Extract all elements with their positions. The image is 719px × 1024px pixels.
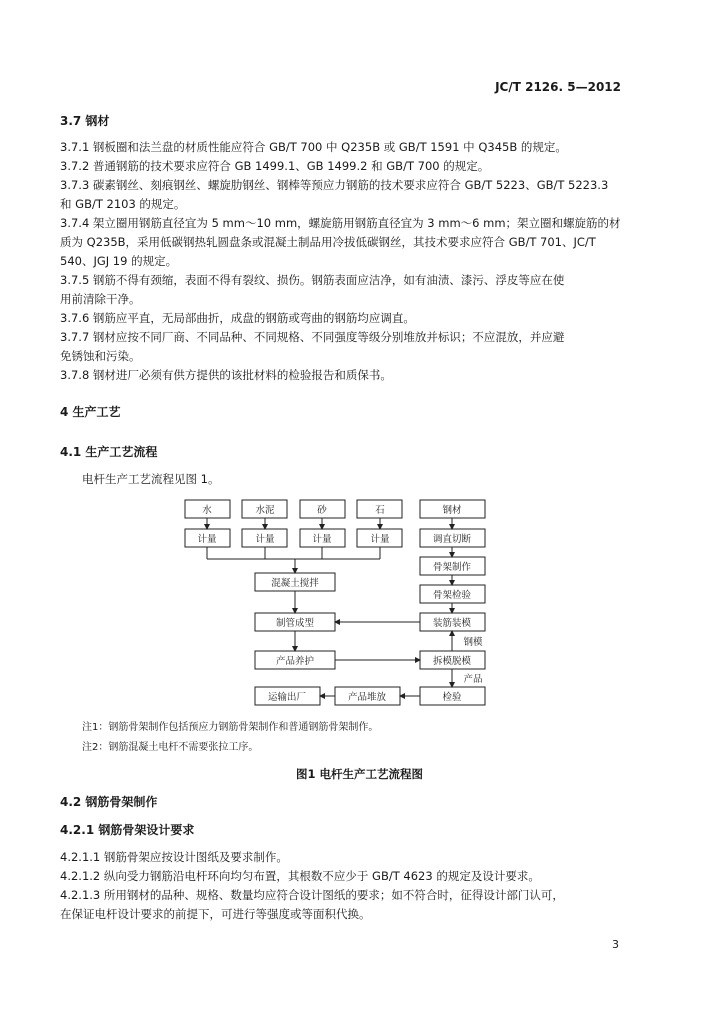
flow-water: 水: [202, 505, 212, 516]
flow-measure-2: 计量: [255, 534, 275, 545]
figure-caption: 图1 电杆生产工艺流程图: [295, 767, 423, 781]
flow-inspect: 检验: [442, 692, 462, 703]
clause-3-7-1: 3.7.1 钢板圈和法兰盘的材质性能应符合 GB/T 700 中 Q235B 或 GB/T 1591 中 Q345B 的规定。: [60, 140, 567, 154]
flow-measure-1: 计量: [197, 534, 217, 545]
section-4-2-title: 4.2 钢筋骨架制作: [60, 795, 158, 809]
clause-3-7-2: 3.7.2 普通钢筋的技术要求应符合 GB 1499.1、GB 1499.2 和 GB/T 700 的规定。: [60, 159, 490, 173]
flow-measure-4: 计量: [370, 534, 390, 545]
flow-skeleton: 骨架制作: [432, 562, 472, 573]
flow-straighten: 调直切断: [432, 534, 472, 545]
clause-3-7-4-line2: 质为 Q235B，采用低碳钢热轧圆盘条或混凝土制品用冷拔低碳钢丝，其技术要求应符合 GB/T 701、JC/T: [60, 235, 596, 249]
flow-sand: 砂: [317, 505, 327, 516]
clause-3-7-5-line2: 用前清除干净。: [60, 292, 141, 306]
flow-mold-label: 钢模: [463, 637, 483, 648]
figure-note-1: 注1：钢筋骨架制作包括预应力钢筋骨架制作和普通钢筋骨架制作。: [82, 722, 379, 733]
clause-3-7-3-line1: 3.7.3 碳素钢丝、刻痕钢丝、螺旋肋钢丝、钢棒等预应力钢筋的技术要求应符合 GB/T 5223、GB/T 5223.3: [60, 178, 609, 192]
flow-product-label: 产品: [463, 674, 483, 685]
flow-concrete-mix: 混凝土搅拌: [271, 578, 319, 589]
flow-forming: 制管成型: [275, 618, 315, 629]
flowchart-intro: 电杆生产工艺流程见图 1。: [82, 472, 220, 486]
clause-4-2-1-3-line2: 在保证电杆设计要求的前提下，可进行等强度或等面积代换。: [60, 907, 371, 921]
section-3-7-body: [60, 138, 630, 385]
clause-4-2-1-3-line1: 4.2.1.3 所用钢材的品种、规格、数量均应符合设计图纸的要求；如不符合时，征得设计部门认可，: [60, 888, 564, 902]
flow-stone: 石: [375, 505, 385, 516]
clause-3-7-4-line3: 540、JGJ 19 的规定。: [60, 254, 178, 268]
section-3-7-title: 3.7 钢材: [60, 114, 110, 128]
section-4-1-title: 4.1 生产工艺流程: [60, 445, 158, 459]
clause-4-2-1-1: 4.2.1.1 钢筋骨架应按设计图纸及要求制作。: [60, 850, 288, 864]
clause-3-7-5-line1: 3.7.5 钢筋不得有颈缩，表面不得有裂纹、损伤。钢筋表面应洁净，如有油渍、漆污、浮皮等应在使: [60, 273, 565, 287]
clause-3-7-3-line2: 和 GB/T 2103 的规定。: [60, 197, 186, 211]
flow-stack: 产品堆放: [347, 692, 387, 703]
flow-measure-3: 计量: [312, 534, 332, 545]
section-4-2-1-body: [60, 848, 630, 924]
clause-3-7-8: 3.7.8 钢材进厂必须有供方提供的该批材料的检验报告和质保书。: [60, 368, 392, 382]
clause-4-2-1-2: 4.2.1.2 纵向受力钢筋沿电杆环向均匀布置，其根数不应少于 GB/T 4623 的规定及设计要求。: [60, 869, 540, 883]
production-flowchart: [170, 495, 520, 715]
clause-3-7-4-line1: 3.7.4 架立圈用钢筋直径宜为 5 mm～10 mm，螺旋筋用钢筋直径宜为 3 mm～6 mm；架立圈和螺旋筋的材: [60, 216, 621, 230]
flow-cement: 水泥: [255, 505, 275, 516]
figure-note-2: 注2：钢筋混凝土电杆不需要张拉工序。: [82, 742, 259, 753]
page-number: 3: [612, 938, 619, 951]
clause-3-7-7-line1: 3.7.7 钢材应按不同厂商、不同品种、不同规格、不同强度等级分别堆放并标识；不应混放，并应避: [60, 330, 565, 344]
flow-demold: 拆模脱模: [432, 656, 472, 667]
section-4-2-1-title: 4.2.1 钢筋骨架设计要求: [60, 823, 195, 837]
flow-ship: 运输出厂: [267, 692, 307, 703]
clause-3-7-7-line2: 免锈蚀和污染。: [60, 349, 141, 363]
standard-number-header: JC/T 2126. 5—2012: [495, 80, 621, 94]
section-4-title: 4 生产工艺: [60, 405, 121, 419]
clause-3-7-6: 3.7.6 钢筋应平直，无局部曲折，成盘的钢筋或弯曲的钢筋均应调直。: [60, 311, 415, 325]
flow-cure: 产品养护: [275, 656, 315, 667]
flow-skeleton-check: 骨架检验: [432, 590, 472, 601]
flow-assemble: 装筋装模: [432, 618, 472, 629]
flow-steel: 钢材: [442, 505, 462, 516]
